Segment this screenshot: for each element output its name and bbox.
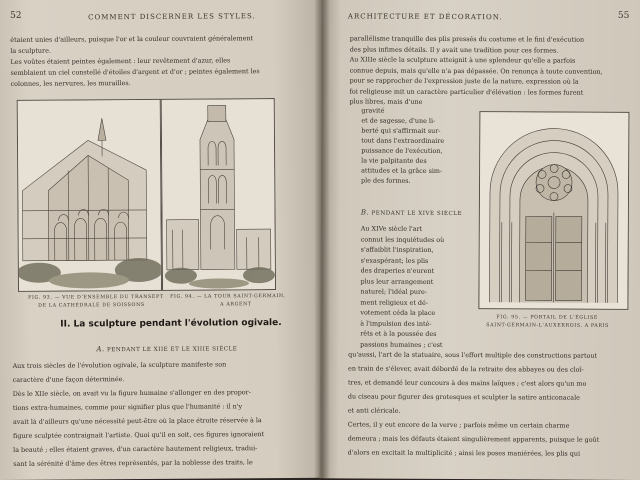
left-subsection-letter: A. xyxy=(96,345,105,354)
left-body-text-line: la beauté ; elles étaient graves, d'un caractère hautement religieux, tradui- xyxy=(13,444,258,454)
figure-95-caption-line-2: SAINT-GERMAIN-L'AUXERROIS, A PARIS xyxy=(486,323,609,329)
left-subsection-heading xyxy=(96,344,237,353)
right-bottom-text-line: en train de s'élever, avait débordé de la retraite des abbayes ou des cloî- xyxy=(348,364,584,374)
right-top-text-line: parallélisme tranquille des plis pressés du costume et le fini d'exécution xyxy=(349,34,585,44)
figure-93-caption-line-1: FIG. 93. — VUE D'ENSEMBLE DU TRANSEPT xyxy=(28,294,164,301)
right-column-text-line-2: à l'impulsion des inté- xyxy=(360,319,432,328)
right-column-text-line-2: plus leur arrangement xyxy=(360,277,434,286)
right-bottom-text-line: d'alors en excitait la multiplicité ; ainsi les poses maniérées, les plis qui xyxy=(347,448,581,458)
right-column-text-line-2: Au XIVe siècle l'art xyxy=(360,224,423,233)
right-top-text-line: plus libres, mais d'une xyxy=(349,97,423,106)
left-page-number: 52 xyxy=(10,10,22,21)
figure-94-illustration xyxy=(161,98,276,291)
right-column-text-line: et de sagesse, d'une li- xyxy=(361,116,436,125)
right-column-text-line-2: s'affaiblit l'inspiration, xyxy=(360,245,434,254)
right-column-text-line: ple des formes. xyxy=(361,176,411,185)
book-gutter xyxy=(314,0,330,480)
left-body-text-line: Dès le XIIe siècle, on avait vu la figure humaine s'allonger en des propor- xyxy=(12,388,251,398)
right-subsection-heading xyxy=(361,209,462,218)
right-column-text-line-2: votement céda la place xyxy=(360,308,436,317)
right-column-text-line-2: des draperies n'eurent xyxy=(360,266,435,275)
left-top-text-line: la sculpture. xyxy=(10,46,51,55)
right-column-text-line-2: ment religieux et dé- xyxy=(360,298,429,307)
figure-94-caption-line-1: FIG. 94. — LA TOUR SAINT-GERMAIN, xyxy=(170,293,286,300)
left-body-text-line: tions extra-humaines, comme pour signifier plus que l'humanité : il n'y xyxy=(12,402,243,412)
figure-95-caption-line-1: FIG. 95. — PORTAIL DE L'ÉGLISE xyxy=(496,315,599,321)
right-column-text-line-2: rêts et à la poussée des xyxy=(360,329,437,338)
left-top-text-line: étaient unies d'ailleurs, puisque l'or et la couleur couvraient généralement xyxy=(10,34,254,44)
right-running-head: ARCHITECTURE ET DÉCORATION. xyxy=(347,12,503,22)
right-bottom-text-line: tres, et demandé leur concours à des mains laïques ; c'est alors qu'un mo xyxy=(347,378,587,388)
left-top-text-line: Les voûtes étaient peintes également : leur revêtement d'azur, elles xyxy=(10,56,231,66)
left-body-text-line: sant la sérénité d'âme des êtres représentés, par la noblesse des traits, le xyxy=(13,458,253,468)
right-column-text-line-2: passions humaines ; c'est xyxy=(360,340,443,349)
figure-93-caption-line-2: DE LA CATHÉDRALE DE SOISSONS xyxy=(38,302,145,309)
figure-95-illustration xyxy=(478,111,629,310)
right-column-text-line: tout dans l'extraordinaire xyxy=(361,136,445,145)
section-title: II. La sculpture pendant l'évolution ogivale. xyxy=(60,318,282,330)
right-top-text-line: des plus infimes détails. Il y avait une tradition pour ces formes. xyxy=(349,44,559,55)
left-top-text-line: colonnes, les nervures, les murailles. xyxy=(10,79,131,88)
right-subsection-title: PENDANT LE XIVE SIÈCLE xyxy=(371,210,463,218)
right-bottom-text-line: qu'aussi, l'art de la statuaire, sous l'effort multiple des constructions partout xyxy=(348,350,598,360)
right-top-text-line: connue depuis, mais qu'elle n'a pas dépassée. On renonça à toute convention, xyxy=(349,65,603,76)
left-top-text-line: semblaient un ciel constellé d'étoiles d'argent et d'or ; peintes également les xyxy=(10,67,260,77)
right-bottom-text-line: demeura ; mais les défauts étaient singulièrement apparents, puisque le goût xyxy=(347,434,600,444)
right-bottom-text-line: Certes, il y eut encore de la verve ; parfois même un certain charme xyxy=(347,420,570,430)
right-column-text-line: la vie palpitante des xyxy=(361,156,427,165)
right-page xyxy=(319,0,640,480)
right-column-text-line: gravité xyxy=(361,106,385,115)
right-top-text-line: foi religieuse mit un caractère particulier d'élévation : les formes furent xyxy=(349,86,584,97)
church-portal-drawing xyxy=(479,112,628,309)
cathedral-transept-drawing xyxy=(18,100,161,291)
saint-germain-tower-drawing xyxy=(162,99,275,290)
right-top-text-line: pour se rapprocher de l'expression juste de la nature, expression où la xyxy=(349,76,579,86)
right-page-number: 55 xyxy=(617,10,630,21)
right-subsection-letter: B. xyxy=(360,208,370,217)
right-column-text-line-2: connut les inquiétudes où xyxy=(360,235,445,244)
right-column-text-line-2: naturel; l'idéal pure- xyxy=(360,287,427,296)
right-column-text-line: attitudes et la grâce sim- xyxy=(361,166,443,175)
right-column-text-line-2: s'exaspérant; les plis xyxy=(360,256,429,265)
figure-94-caption-line-2: A ARGENT xyxy=(220,302,252,308)
right-bottom-text-line: du ciseau pour figurer des grotesques et sculpter la satire anticonacale xyxy=(347,392,580,402)
right-column-text-line: puissance de l'exécution, xyxy=(361,146,443,155)
left-body-text-line: caractère d'une façon déterminée. xyxy=(12,375,125,384)
right-bottom-text-line: et anti cléricale. xyxy=(347,406,401,415)
left-body-text-line: Aux trois siècles de l'évolution ogivale, la sculpture manifeste son xyxy=(12,360,227,370)
left-body-text-line: figure sculptée contraignait l'artiste. Quoi qu'il en soit, ces figures ignoraient xyxy=(13,430,265,440)
right-top-text-line: Au XIIIe siècle la sculpture atteignit à une splendeur qu'elle a parfois xyxy=(349,55,576,65)
left-subsection-title: PENDANT LE XIIE ET LE XIIIE SIÈCLE xyxy=(106,346,238,354)
figure-93-illustration xyxy=(17,99,162,292)
right-column-text-line: berté qui s'affirmait sur- xyxy=(361,126,441,135)
left-body-text-line: avait là d'ailleurs qu'une nécessité peut-être où la place étroite réservée à la xyxy=(12,416,262,426)
left-running-head: COMMENT DISCERNER LES STYLES. xyxy=(88,12,256,22)
